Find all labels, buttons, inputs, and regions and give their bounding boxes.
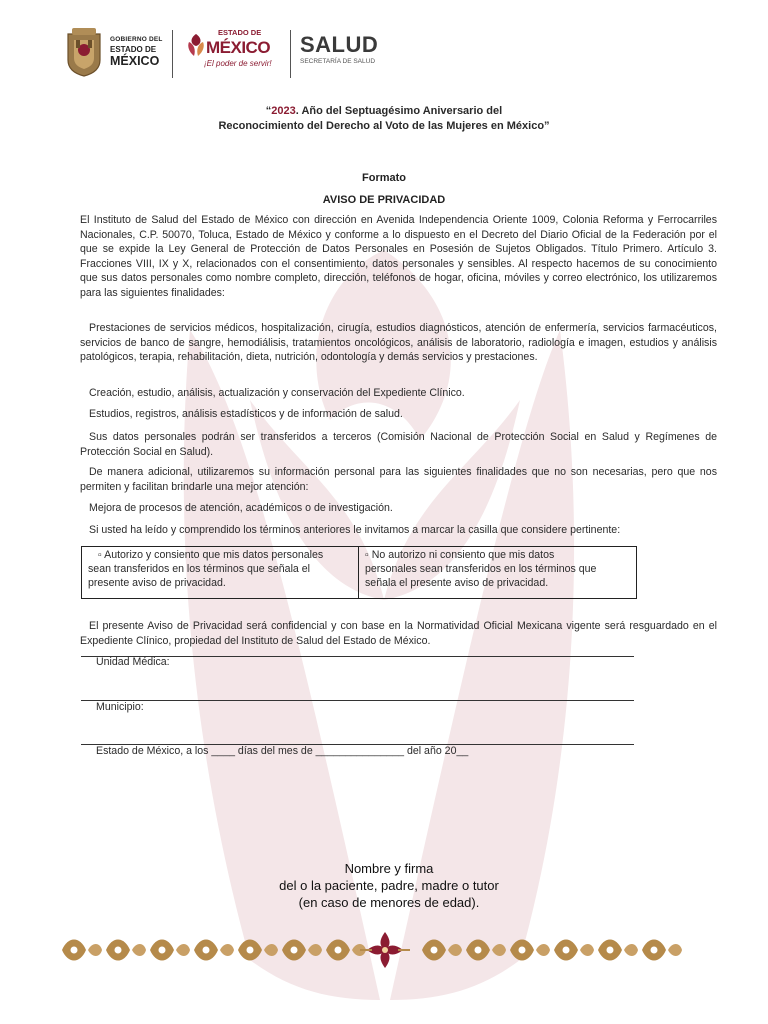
headline-year: 2023 (271, 105, 296, 117)
estado-small-label: ESTADO DE (218, 28, 262, 37)
gobierno-line2: ESTADO DE (110, 44, 157, 54)
additional-purposes-paragraph: De manera adicional, utilizaremos su información personal para las siguientes finalidades que no son necesarias, pero que nos permiten y facilitan brindarle una mejor atención: (80, 466, 717, 493)
headline-line1: . Año del Septuagésimo Aniversario del (295, 105, 503, 117)
ornamental-border-icon (60, 930, 710, 970)
signature-block (0, 860, 768, 911)
document-title: AVISO DE PRIVACIDAD (322, 194, 446, 206)
deny-line1: No autorizo ni consiento que mis datos (368, 549, 555, 561)
header-divider (172, 30, 173, 78)
consent-option-deny[interactable] (359, 547, 635, 598)
intro-paragraph: El Instituto de Salud del Estado de México con dirección en Avenida Independencia Oriente 1009, Colonia Reforma y Ferrocarriles Nacionales, C.P. 50070, Toluca, Estado de México y conforme a lo dispuesto en el Decreto del Diario Oficial de la Federación por el que se expide la Ley General de Protección de Datos Personales en Posesión de Sujetos Obligados. Título Primero. Artículo 3. Fracciones VIII, IX y X, relacionados con el consentimiento, datos personales y sensibles. Al respecto hacemos de su conocimiento que sus datos personales como nombre completo, dirección, teléfonos de hogar, oficina, móviles y correo electrónico, los utilizaremos para las siguientes finalidades: (80, 214, 717, 299)
closing-paragraph: El presente Aviso de Privacidad será confidencial y con base en la Normatividad Oficial Mexicana vigente será resguardado en el Expediente Clínico, propiedad del Instituto de Salud del Estado de México. (80, 620, 717, 647)
municipio-label: Municipio: (96, 701, 144, 713)
unidad-medica-label: Unidad Médica: (96, 656, 170, 668)
header-divider-2 (290, 30, 291, 78)
salud-subtitle: SECRETARÍA DE SALUD (300, 58, 376, 65)
estado-mexico-logo (184, 28, 294, 78)
improvement-paragraph: Mejora de procesos de atención, académicos o de investigación. (89, 502, 393, 514)
transfer-paragraph: Sus datos personales podrán ser transferidos a terceros (Comisión Nacional de Protección Social en Salud y Regímenes de Protección Social en Salud). (80, 431, 717, 458)
coat-of-arms-icon (64, 26, 104, 78)
flower-icon (186, 32, 206, 58)
gobierno-line1: GOBIERNO DEL (110, 36, 163, 43)
authorize-line2: sean transferidos en los términos que señala el (88, 563, 311, 575)
purpose-paragraph-3: Estudios, registros, análisis estadísticos y de información de salud. (89, 408, 403, 420)
salud-logo (300, 34, 378, 65)
format-label: Formato (362, 172, 406, 184)
deny-line2: personales sean transferidos en los términos que (365, 563, 597, 575)
signature-line2: del o la paciente, padre, madre o tutor (279, 878, 499, 893)
authorize-line3: presente aviso de privacidad. (88, 577, 226, 589)
headline-open-quote: “ (265, 105, 272, 117)
consent-option-authorize[interactable] (82, 547, 359, 598)
gobierno-line3: MÉXICO (110, 53, 160, 68)
consent-table (81, 546, 637, 599)
checkbox-deny[interactable]: ▫ (365, 549, 369, 561)
instruction-paragraph: Si usted ha leído y comprendido los términos anteriores le invitamos a marcar la casilla que considere pertinente: (89, 524, 621, 536)
unidad-medica-field[interactable] (81, 700, 634, 701)
estado-big-label: MÉXICO (206, 38, 271, 57)
header-logos (64, 26, 424, 82)
signature-line1: Nombre y firma (344, 861, 434, 876)
headline-line2: Reconocimiento del Derecho al Voto de las Mujeres en México” (218, 120, 550, 132)
authorize-line1: Autorizo y consiento que mis datos personales (101, 549, 324, 561)
year-headline (100, 104, 668, 134)
purpose-paragraph-1: Prestaciones de servicios médicos, hospitalización, cirugía, estudios diagnósticos, atención de enfermería, servicios farmacéuticos, servicios de banco de sangre, hemodiálisis, tratamientos oncológicos, análisis de laboratorio, radiología e imagen, estudios y análisis patológicos, terapia, rehabilitación, dieta, nutrición, odontología y demás servicios y prestaciones. (80, 322, 717, 363)
estado-tagline: ¡El poder de servir! (204, 59, 272, 68)
purpose-paragraph-2: Creación, estudio, análisis, actualización y conservación del Expediente Clínico. (89, 387, 465, 399)
gobierno-logo (64, 26, 163, 78)
salud-title: SALUD (300, 32, 379, 57)
checkbox-authorize[interactable]: ▫ (98, 549, 102, 561)
signature-line3: (en caso de menores de edad). (298, 895, 480, 910)
date-line: Estado de México, a los ____ días del mes de _______________ del año 20__ (96, 745, 469, 757)
deny-line3: señala el presente aviso de privacidad. (365, 577, 549, 589)
